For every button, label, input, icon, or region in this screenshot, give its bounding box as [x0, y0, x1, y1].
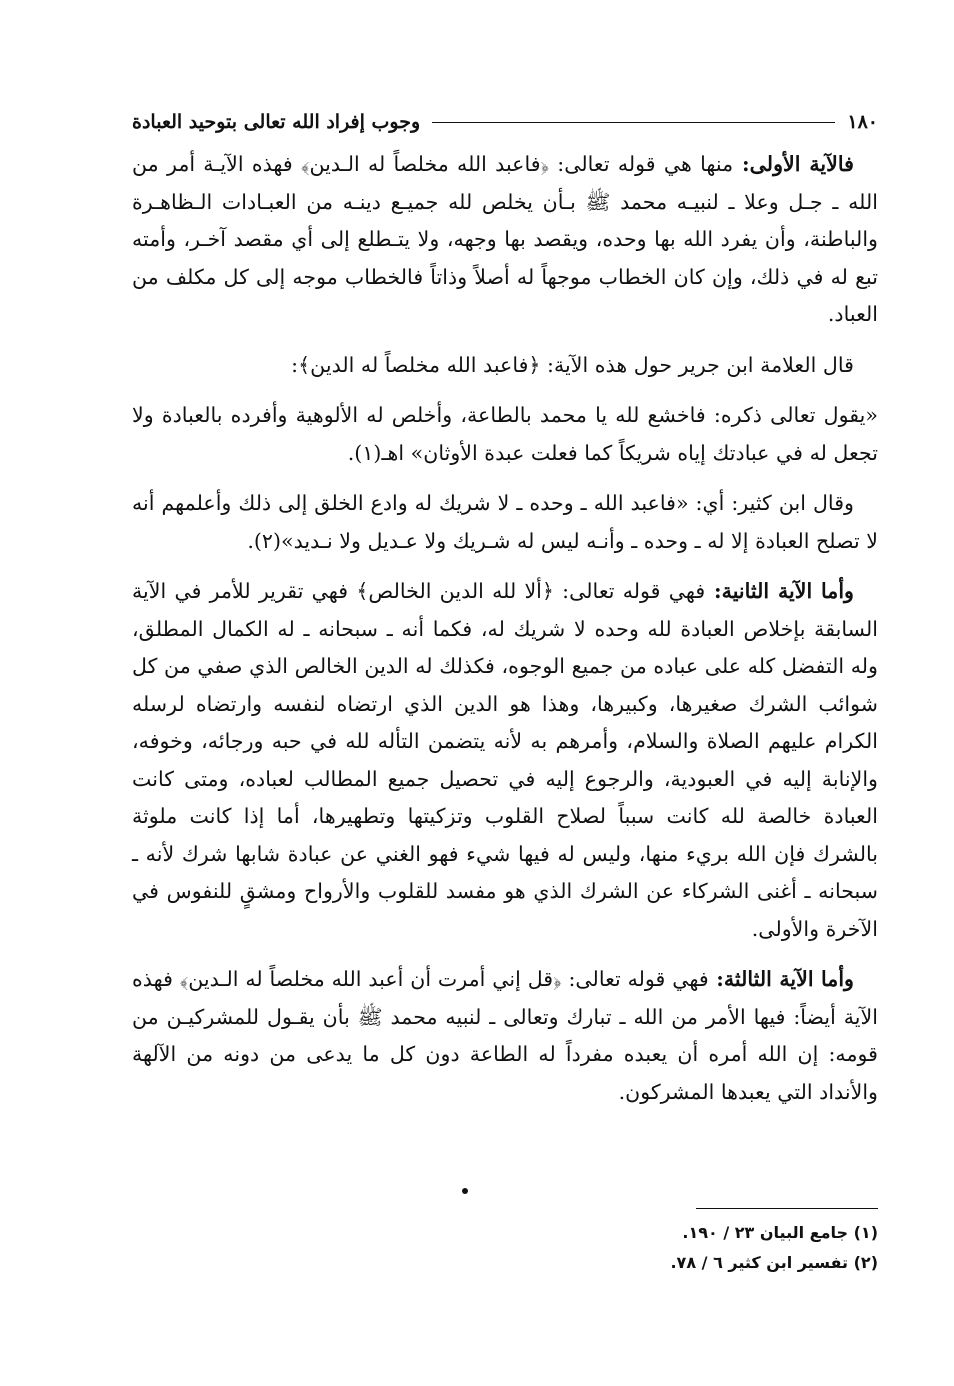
paragraph-text: فهي قوله تعالى: ﴿قل إني أمرت أن أعبد الله مخلصاً له الـدين﴾ فهذه الآية أيضاً: فيها الأمر من الله ـ تبارك وتعالى ـ لنبيه محمد ﷺ بأن يقـول للمشركيـن من قومه: إن الله أمره أن يعبده مفرداً له الطاعة دون كل ما يدعى من دونه من الآلهة والأنداد التي يعبدها المشركون.	[132, 967, 878, 1104]
paragraph-text: فهي قوله تعالى: ﴿ألا لله الدين الخالص﴾ فهي تقرير للأمر في الآية السابقة بإخلاص العبادة لله وحده لا شريك له، فكما أنه ـ سبحانه ـ له الكمال المطلق، وله التفضل كله على عباده من جميع الوجوه، فكذلك له الدين الخالص الذي صفي من كل شوائب الشرك صغيرها، وكبيرها، وهذا هو الدين الذي ارتضاه لنفسه وارتضاه لرسله الكرام عليهم الصلاة والسلام، وأمرهم به لأنه يتضمن التأله لله في حبه ورجائه، وخوفه، والإنابة إليه في العبودية، والرجوع إليه في تحصيل جميع المطالب لعباده، ومتى كانت العبادة خالصة لله كانت سبباً لصلاح القلوب وتزكيتها وتطهيرها، أما إذا كانت ملوثة بالشرك فإن الله بريء منها، وليس له فيها شيء فهو الغني عن عبادة شابها شرك لأنه ـ سبحانه ـ أغنى الشركاء عن الشرك الذي هو مفسد للقلوب والأرواح ومشقٍ للنفوس في الآخرة والأولى.	[132, 579, 878, 941]
footnote-2: (٢) تفسير ابن كثير ٦ / ٧٨.	[670, 1253, 878, 1272]
footnotes	[532, 1218, 878, 1278]
paragraph-text: «يقول تعالى ذكره: فاخشع لله يا محمد بالطاعة، وأخلص له الألوهية وأفرده بالعبادة ولا تجعل له في عبادتك إياه شريكاً كما فعلت عبدة الأوثان» اهـ(١).	[132, 403, 878, 465]
running-title: وجوب إفراد الله تعالى بتوحيد العبادة	[132, 111, 421, 133]
paragraph-ibn-jarir-intro	[132, 347, 878, 385]
paragraph-lead: فالآية الأولى:	[733, 152, 854, 176]
paragraph-second-verse	[132, 573, 878, 948]
ink-dot	[462, 1188, 468, 1194]
header-rule	[432, 122, 835, 123]
paragraph-lead: وأما الآية الثالثة:	[708, 967, 854, 991]
paragraph-text: وقال ابن كثير: أي: «فاعبد الله ـ وحده ـ لا شريك له وادع الخلق إلى ذلك وأعلمهم أنه لا تصلح العبادة إلا له ـ وحده ـ وأنـه ليس له شـريك ولا عـديل ولا نـديد»(٢).	[132, 491, 878, 553]
paragraph-first-verse	[132, 146, 878, 334]
footnote-1: (١) جامع البيان ٢٣ / ١٩٠.	[682, 1223, 878, 1242]
paragraph-text: قال العلامة ابن جرير حول هذه الآية: ﴿فاعبد الله مخلصاً له الدين﴾:	[291, 352, 854, 377]
running-header	[132, 106, 878, 138]
paragraph-ibn-jarir-quote	[132, 397, 878, 472]
paragraph-ibn-kathir	[132, 485, 878, 560]
footnote-separator	[696, 1208, 878, 1209]
page-number: ١٨٠	[847, 111, 878, 133]
paragraph-third-verse	[132, 961, 878, 1111]
body-text	[132, 146, 878, 1124]
paragraph-text: منها هي قوله تعالى: ﴿فاعبد الله مخلصاً له الـدين﴾ فهذه الآيـة أمر من الله ـ جـل وعلا ـ لنبيـه محمد ﷺ بـأن يخلص لله جميـع دينـه من العبـادات الـظاهـرة والباطنة، وأن يفرد الله بها وحده، ويقصد بها وجهه، ولا يتـطلع إلى أي مقصد آخـر، وأمته تبع له في ذلك، وإن كان الخطاب موجهاً له أصلاً وذاتاً فالخطاب موجه إلى كل مكلف من العباد.	[132, 152, 878, 326]
paragraph-lead: وأما الآية الثانية:	[705, 579, 854, 603]
